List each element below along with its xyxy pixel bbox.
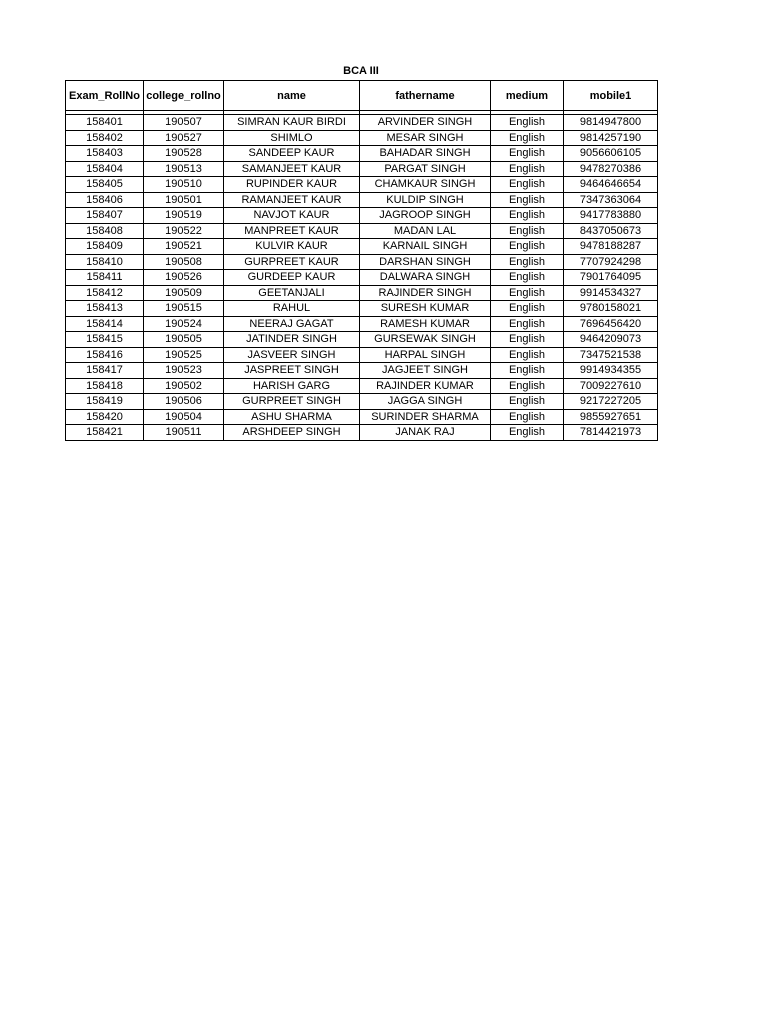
cell-fathername: MADAN LAL xyxy=(360,223,491,239)
table-row xyxy=(66,208,658,224)
cell-mobile: 9056606105 xyxy=(564,146,658,162)
header-mobile: mobile1 xyxy=(564,81,658,111)
table-row xyxy=(66,332,658,348)
cell-medium: English xyxy=(491,332,564,348)
header-medium: medium xyxy=(491,81,564,111)
cell-college-rollno: 190521 xyxy=(144,239,224,255)
table-header xyxy=(66,81,658,115)
cell-medium: English xyxy=(491,316,564,332)
cell-name: NEERAJ GAGAT xyxy=(224,316,360,332)
table-row xyxy=(66,285,658,301)
cell-name: SAMANJEET KAUR xyxy=(224,161,360,177)
cell-college-rollno: 190523 xyxy=(144,363,224,379)
cell-exam-rollno: 158409 xyxy=(66,239,144,255)
cell-medium: English xyxy=(491,192,564,208)
cell-exam-rollno: 158406 xyxy=(66,192,144,208)
cell-exam-rollno: 158402 xyxy=(66,130,144,146)
cell-fathername: HARPAL SINGH xyxy=(360,347,491,363)
cell-medium: English xyxy=(491,394,564,410)
cell-exam-rollno: 158414 xyxy=(66,316,144,332)
cell-fathername: CHAMKAUR SINGH xyxy=(360,177,491,193)
cell-fathername: DARSHAN SINGH xyxy=(360,254,491,270)
table-body xyxy=(66,115,658,441)
cell-name: HARISH GARG xyxy=(224,378,360,394)
cell-medium: English xyxy=(491,208,564,224)
cell-name: GURDEEP KAUR xyxy=(224,270,360,286)
cell-name: JASVEER SINGH xyxy=(224,347,360,363)
cell-fathername: BAHADAR SINGH xyxy=(360,146,491,162)
table-row xyxy=(66,146,658,162)
cell-fathername: KARNAIL SINGH xyxy=(360,239,491,255)
cell-college-rollno: 190525 xyxy=(144,347,224,363)
cell-exam-rollno: 158408 xyxy=(66,223,144,239)
cell-medium: English xyxy=(491,130,564,146)
cell-medium: English xyxy=(491,146,564,162)
cell-name: RAMANJEET KAUR xyxy=(224,192,360,208)
table-row xyxy=(66,177,658,193)
table-row xyxy=(66,130,658,146)
cell-name: ASHU SHARMA xyxy=(224,409,360,425)
table-row xyxy=(66,301,658,317)
cell-name: SIMRAN KAUR BIRDI xyxy=(224,115,360,131)
header-fathername: fathername xyxy=(360,81,491,111)
cell-mobile: 7009227610 xyxy=(564,378,658,394)
cell-mobile: 9464209073 xyxy=(564,332,658,348)
cell-fathername: SURINDER SHARMA xyxy=(360,409,491,425)
cell-fathername: GURSEWAK SINGH xyxy=(360,332,491,348)
cell-college-rollno: 190509 xyxy=(144,285,224,301)
cell-mobile: 9478270386 xyxy=(564,161,658,177)
cell-name: JATINDER SINGH xyxy=(224,332,360,348)
table-row xyxy=(66,394,658,410)
cell-name: JASPREET SINGH xyxy=(224,363,360,379)
table-row xyxy=(66,316,658,332)
cell-name: GURPREET SINGH xyxy=(224,394,360,410)
cell-college-rollno: 190501 xyxy=(144,192,224,208)
cell-exam-rollno: 158418 xyxy=(66,378,144,394)
cell-mobile: 9417783880 xyxy=(564,208,658,224)
cell-medium: English xyxy=(491,177,564,193)
cell-medium: English xyxy=(491,409,564,425)
cell-medium: English xyxy=(491,115,564,131)
cell-medium: English xyxy=(491,378,564,394)
cell-mobile: 9814257190 xyxy=(564,130,658,146)
cell-mobile: 9217227205 xyxy=(564,394,658,410)
table-row xyxy=(66,223,658,239)
cell-mobile: 7696456420 xyxy=(564,316,658,332)
cell-college-rollno: 190510 xyxy=(144,177,224,193)
cell-college-rollno: 190527 xyxy=(144,130,224,146)
cell-fathername: PARGAT SINGH xyxy=(360,161,491,177)
cell-exam-rollno: 158415 xyxy=(66,332,144,348)
cell-college-rollno: 190504 xyxy=(144,409,224,425)
cell-college-rollno: 190506 xyxy=(144,394,224,410)
cell-mobile: 7901764095 xyxy=(564,270,658,286)
cell-exam-rollno: 158403 xyxy=(66,146,144,162)
cell-fathername: JAGGA SINGH xyxy=(360,394,491,410)
cell-name: RUPINDER KAUR xyxy=(224,177,360,193)
cell-college-rollno: 190515 xyxy=(144,301,224,317)
cell-college-rollno: 190507 xyxy=(144,115,224,131)
cell-medium: English xyxy=(491,161,564,177)
cell-mobile: 9814947800 xyxy=(564,115,658,131)
cell-mobile: 9914534327 xyxy=(564,285,658,301)
cell-name: GEETANJALI xyxy=(224,285,360,301)
cell-medium: English xyxy=(491,239,564,255)
cell-college-rollno: 190528 xyxy=(144,146,224,162)
cell-name: SHIMLO xyxy=(224,130,360,146)
cell-mobile: 7814421973 xyxy=(564,425,658,441)
cell-college-rollno: 190511 xyxy=(144,425,224,441)
cell-mobile: 9914934355 xyxy=(564,363,658,379)
cell-medium: English xyxy=(491,270,564,286)
table-row xyxy=(66,161,658,177)
cell-medium: English xyxy=(491,363,564,379)
student-table xyxy=(65,80,658,441)
cell-exam-rollno: 158410 xyxy=(66,254,144,270)
cell-exam-rollno: 158421 xyxy=(66,425,144,441)
table-row xyxy=(66,409,658,425)
table-row xyxy=(66,347,658,363)
cell-mobile: 9855927651 xyxy=(564,409,658,425)
cell-fathername: JAGJEET SINGH xyxy=(360,363,491,379)
cell-fathername: KULDIP SINGH xyxy=(360,192,491,208)
table-row xyxy=(66,254,658,270)
cell-fathername: RAJINDER KUMAR xyxy=(360,378,491,394)
cell-medium: English xyxy=(491,347,564,363)
cell-name: SANDEEP KAUR xyxy=(224,146,360,162)
cell-name: KULVIR KAUR xyxy=(224,239,360,255)
cell-exam-rollno: 158411 xyxy=(66,270,144,286)
table-row xyxy=(66,363,658,379)
cell-fathername: JAGROOP SINGH xyxy=(360,208,491,224)
cell-medium: English xyxy=(491,254,564,270)
header-college-rollno: college_rollno xyxy=(144,81,224,111)
cell-college-rollno: 190508 xyxy=(144,254,224,270)
cell-mobile: 9780158021 xyxy=(564,301,658,317)
cell-exam-rollno: 158416 xyxy=(66,347,144,363)
cell-name: RAHUL xyxy=(224,301,360,317)
table-row xyxy=(66,115,658,131)
cell-exam-rollno: 158412 xyxy=(66,285,144,301)
cell-fathername: SURESH KUMAR xyxy=(360,301,491,317)
cell-fathername: JANAK RAJ xyxy=(360,425,491,441)
cell-mobile: 8437050673 xyxy=(564,223,658,239)
cell-college-rollno: 190502 xyxy=(144,378,224,394)
cell-exam-rollno: 158404 xyxy=(66,161,144,177)
table-row xyxy=(66,270,658,286)
cell-college-rollno: 190519 xyxy=(144,208,224,224)
cell-exam-rollno: 158407 xyxy=(66,208,144,224)
cell-exam-rollno: 158413 xyxy=(66,301,144,317)
cell-fathername: RAJINDER SINGH xyxy=(360,285,491,301)
table-row xyxy=(66,239,658,255)
cell-name: NAVJOT KAUR xyxy=(224,208,360,224)
cell-exam-rollno: 158401 xyxy=(66,115,144,131)
table-row xyxy=(66,378,658,394)
cell-name: GURPREET KAUR xyxy=(224,254,360,270)
cell-fathername: RAMESH KUMAR xyxy=(360,316,491,332)
table-row xyxy=(66,425,658,441)
cell-name: ARSHDEEP SINGH xyxy=(224,425,360,441)
cell-mobile: 9478188287 xyxy=(564,239,658,255)
cell-exam-rollno: 158419 xyxy=(66,394,144,410)
cell-college-rollno: 190505 xyxy=(144,332,224,348)
cell-fathername: MESAR SINGH xyxy=(360,130,491,146)
header-exam-rollno: Exam_RollNo xyxy=(66,81,144,111)
cell-medium: English xyxy=(491,285,564,301)
cell-mobile: 9464646654 xyxy=(564,177,658,193)
sheet-title: BCA III xyxy=(343,65,379,77)
header-row xyxy=(66,81,658,111)
cell-college-rollno: 190526 xyxy=(144,270,224,286)
cell-medium: English xyxy=(491,425,564,441)
table-row xyxy=(66,192,658,208)
header-name: name xyxy=(224,81,360,111)
cell-exam-rollno: 158417 xyxy=(66,363,144,379)
cell-medium: English xyxy=(491,301,564,317)
cell-fathername: ARVINDER SINGH xyxy=(360,115,491,131)
cell-mobile: 7347521538 xyxy=(564,347,658,363)
cell-college-rollno: 190513 xyxy=(144,161,224,177)
cell-college-rollno: 190522 xyxy=(144,223,224,239)
cell-exam-rollno: 158420 xyxy=(66,409,144,425)
cell-name: MANPREET KAUR xyxy=(224,223,360,239)
cell-mobile: 7707924298 xyxy=(564,254,658,270)
cell-exam-rollno: 158405 xyxy=(66,177,144,193)
cell-college-rollno: 190524 xyxy=(144,316,224,332)
cell-fathername: DALWARA SINGH xyxy=(360,270,491,286)
cell-medium: English xyxy=(491,223,564,239)
cell-mobile: 7347363064 xyxy=(564,192,658,208)
